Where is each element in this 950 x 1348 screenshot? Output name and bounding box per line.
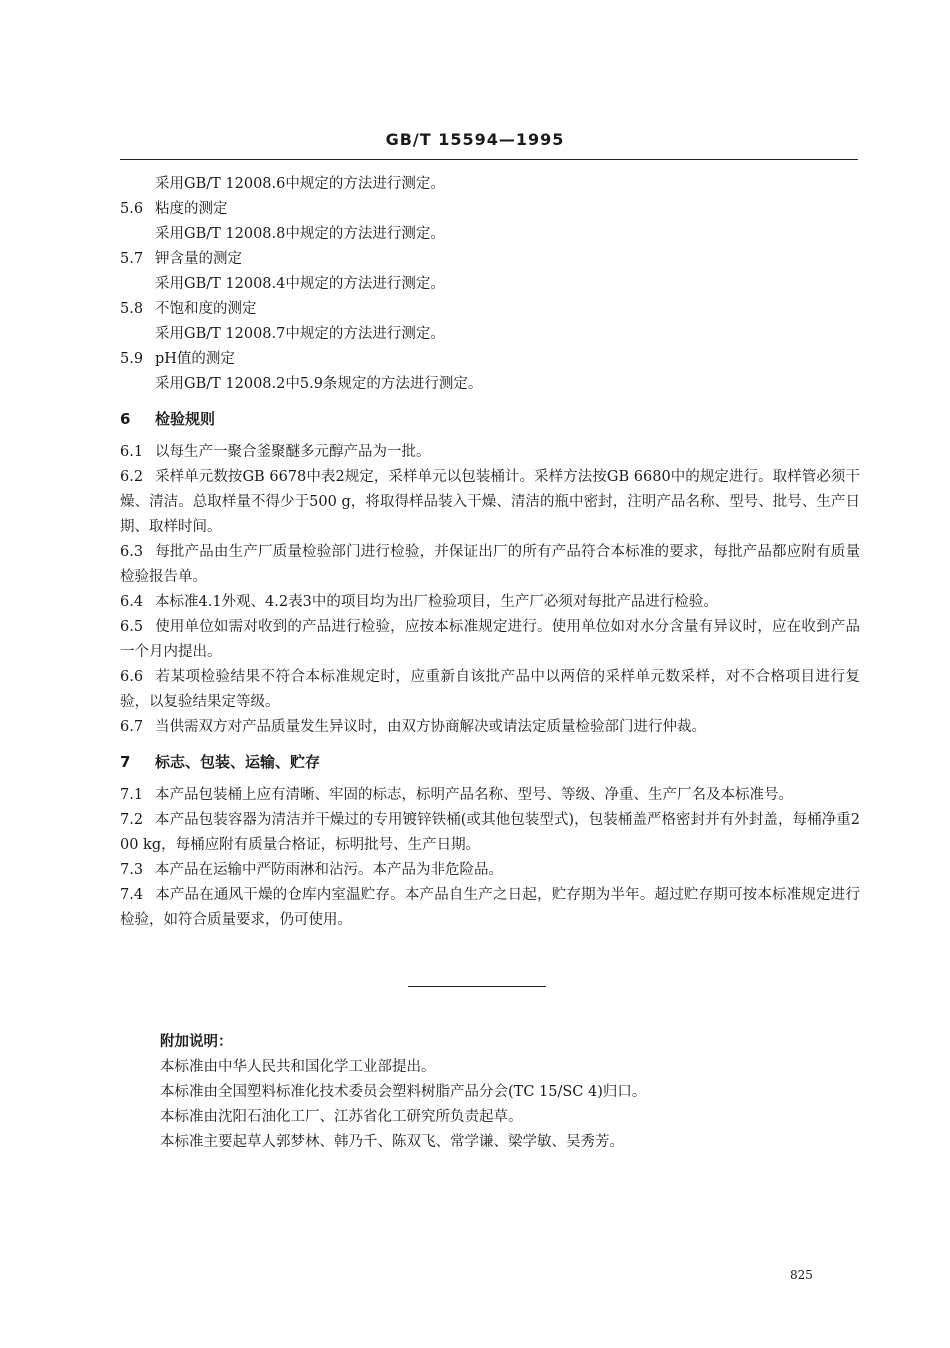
section-6-heading	[120, 407, 860, 432]
notes-line: 本标准由中华人民共和国化学工业部提出。	[160, 1059, 436, 1075]
clause-6-2: 6.2 采样单元数按GB 6678中表2规定，采样单元以包装桶计。采样方法按GB 6680中的规定进行。取样管必须干燥、清洁。总取样量不得少于500 g，将取得样品装入干燥、清洁的瓶中密封，注明产品名称、型号、批号、生产日期、取样时间。	[120, 469, 860, 535]
section-5-8-text: 采用GB/T 12008.7中规定的方法进行测定。	[155, 326, 445, 342]
standard-code-header: GB/T 15594—1995	[385, 130, 565, 149]
notes-line: 本标准由沈阳石油化工厂、江苏省化工研究所负责起草。	[160, 1109, 523, 1125]
clause-6-7: 6.7 当供需双方对产品质量发生异议时，由双方协商解决或请法定质量检验部门进行仲裁。	[120, 719, 706, 735]
clause-7-4: 7.4 本产品在通风干燥的仓库内室温贮存。本产品自生产之日起，贮存期为半年。超过贮存期可按本标准规定进行检验，如符合质量要求，仍可使用。	[120, 887, 860, 928]
section-title: 标志、包装、运输、贮存	[155, 753, 321, 771]
clause-7-3: 7.3 本产品在运输中严防雨淋和沾污。本产品为非危险品。	[120, 862, 503, 878]
clause-title: 钾含量的测定	[155, 251, 242, 267]
section-5-6-text: 采用GB/T 12008.8中规定的方法进行测定。	[155, 226, 445, 242]
clause-title: 不饱和度的测定	[155, 301, 257, 317]
clause-6-1: 6.1 以每生产一聚合釜聚醚多元醇产品为一批。	[120, 444, 431, 460]
clause-number: 5.9	[120, 351, 144, 367]
section-5-8-heading	[120, 297, 860, 322]
section-title: 检验规则	[155, 410, 216, 428]
section-number: 7	[120, 753, 131, 771]
section-5-9-text: 采用GB/T 12008.2中5.9条规定的方法进行测定。	[155, 376, 483, 392]
page-number: 825	[790, 1268, 813, 1282]
section-5-5-text: 采用GB/T 12008.6中规定的方法进行测定。	[155, 176, 445, 192]
clause-title: 粘度的测定	[155, 201, 228, 217]
clause-6-6: 6.6 若某项检验结果不符合本标准规定时，应重新自该批产品中以两倍的采样单元数采样，对不合格项目进行复验，以复验结果定等级。	[120, 669, 860, 710]
clause-title: pH值的测定	[155, 351, 235, 367]
clause-7-1: 7.1 本产品包装桶上应有清晰、牢固的标志，标明产品名称、型号、等级、净重、生产厂名及本标准号。	[120, 787, 793, 803]
clause-6-3: 6.3 每批产品由生产厂质量检验部门进行检验，并保证出厂的所有产品符合本标准的要求，每批产品都应附有质量检验报告单。	[120, 544, 860, 585]
notes-title: 附加说明：	[160, 1034, 233, 1050]
section-number: 6	[120, 410, 131, 428]
clause-number: 5.8	[120, 301, 144, 317]
clause-number: 5.7	[120, 251, 144, 267]
notes-line: 本标准由全国塑料标准化技术委员会塑料树脂产品分会(TC 15/SC 4)归口。	[160, 1084, 647, 1100]
header-divider	[120, 159, 858, 160]
section-5-6-heading	[120, 197, 860, 222]
clause-6-4: 6.4 本标准4.1外观、4.2表3中的项目均为出厂检验项目，生产厂必须对每批产品进行检验。	[120, 594, 718, 610]
section-5-7-text: 采用GB/T 12008.4中规定的方法进行测定。	[155, 276, 445, 292]
notes-line: 本标准主要起草人郭梦林、韩乃千、陈双飞、常学谦、梁学敏、吴秀芳。	[160, 1134, 624, 1150]
clause-6-5: 6.5 使用单位如需对收到的产品进行检验，应按本标准规定进行。使用单位如对水分含量有异议时，应在收到产品一个月内提出。	[120, 619, 860, 660]
section-5-9-heading	[120, 347, 860, 372]
main-content	[120, 172, 860, 933]
clause-7-2: 7.2 本产品包装容器为清洁并干燥过的专用镀锌铁桶(或其他包装型式)，包装桶盖严格密封并有外封盖，每桶净重200 kg，每桶应附有质量合格证，标明批号、生产日期。	[120, 812, 860, 853]
section-5-7-heading	[120, 247, 860, 272]
additional-notes	[160, 1030, 850, 1155]
clause-number: 5.6	[120, 201, 144, 217]
section-7-heading	[120, 750, 860, 775]
end-of-text-rule	[408, 986, 546, 987]
